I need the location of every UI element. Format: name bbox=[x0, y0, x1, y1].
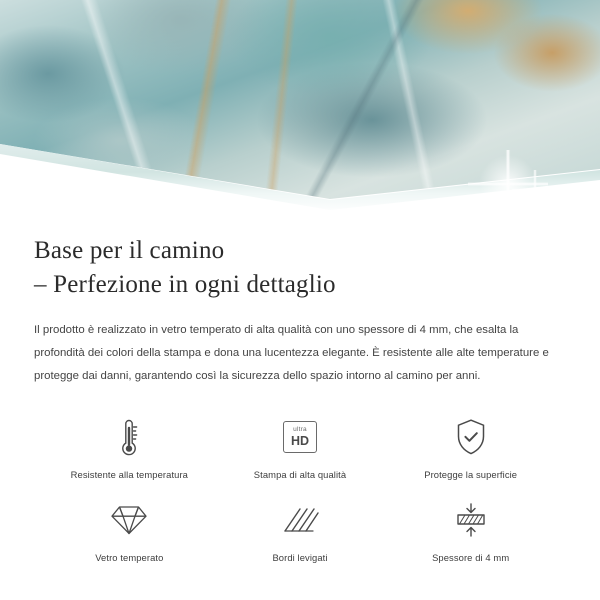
feature-label: Stampa di alta qualità bbox=[253, 469, 347, 481]
shield-check-icon bbox=[454, 413, 488, 461]
ultra-hd-badge-top: ultra bbox=[293, 426, 307, 434]
feature-item-polished-edges bbox=[215, 496, 386, 563]
ultra-hd-icon bbox=[283, 413, 317, 461]
feature-label: Resistente alla temperatura bbox=[70, 469, 188, 481]
ultra-hd-badge-bottom: HD bbox=[290, 433, 310, 448]
feature-item-temperature-resistant bbox=[44, 413, 215, 480]
thickness-arrows-icon bbox=[451, 496, 491, 544]
page-title-line-2: – Perfezione in ogni dettaglio bbox=[34, 270, 336, 298]
feature-item-thickness bbox=[385, 496, 556, 563]
page-title-line-1: Base per il camino bbox=[34, 237, 225, 264]
content-area bbox=[0, 212, 600, 563]
feature-label: Spessore di 4 mm bbox=[432, 552, 510, 564]
feature-item-tempered-glass bbox=[44, 496, 215, 563]
thermometer-icon bbox=[118, 413, 140, 461]
hero-image bbox=[0, 0, 600, 212]
feature-grid bbox=[34, 413, 566, 563]
feature-item-print-quality bbox=[215, 413, 386, 480]
diamond-icon bbox=[110, 496, 148, 544]
feature-label: Vetro temperato bbox=[95, 552, 164, 564]
body-paragraph: Il prodotto è realizzato in vetro temperato di alta qualità con uno spessore di 4 mm, che esalta la profondità dei colori della stampa e dona una lucentezza elegante. È resistente alle alte temperature e protegge dai danni, garantendo così la sicurezza dello spazio intorno al camino per anni. bbox=[34, 324, 549, 382]
feature-item-surface-protection bbox=[385, 413, 556, 480]
feature-label: Bordi levigati bbox=[272, 552, 328, 564]
feature-label: Protegge la superficie bbox=[424, 469, 518, 481]
polished-edges-icon bbox=[280, 496, 320, 544]
page-title bbox=[34, 234, 566, 301]
marble-veins-overlay bbox=[0, 0, 600, 204]
